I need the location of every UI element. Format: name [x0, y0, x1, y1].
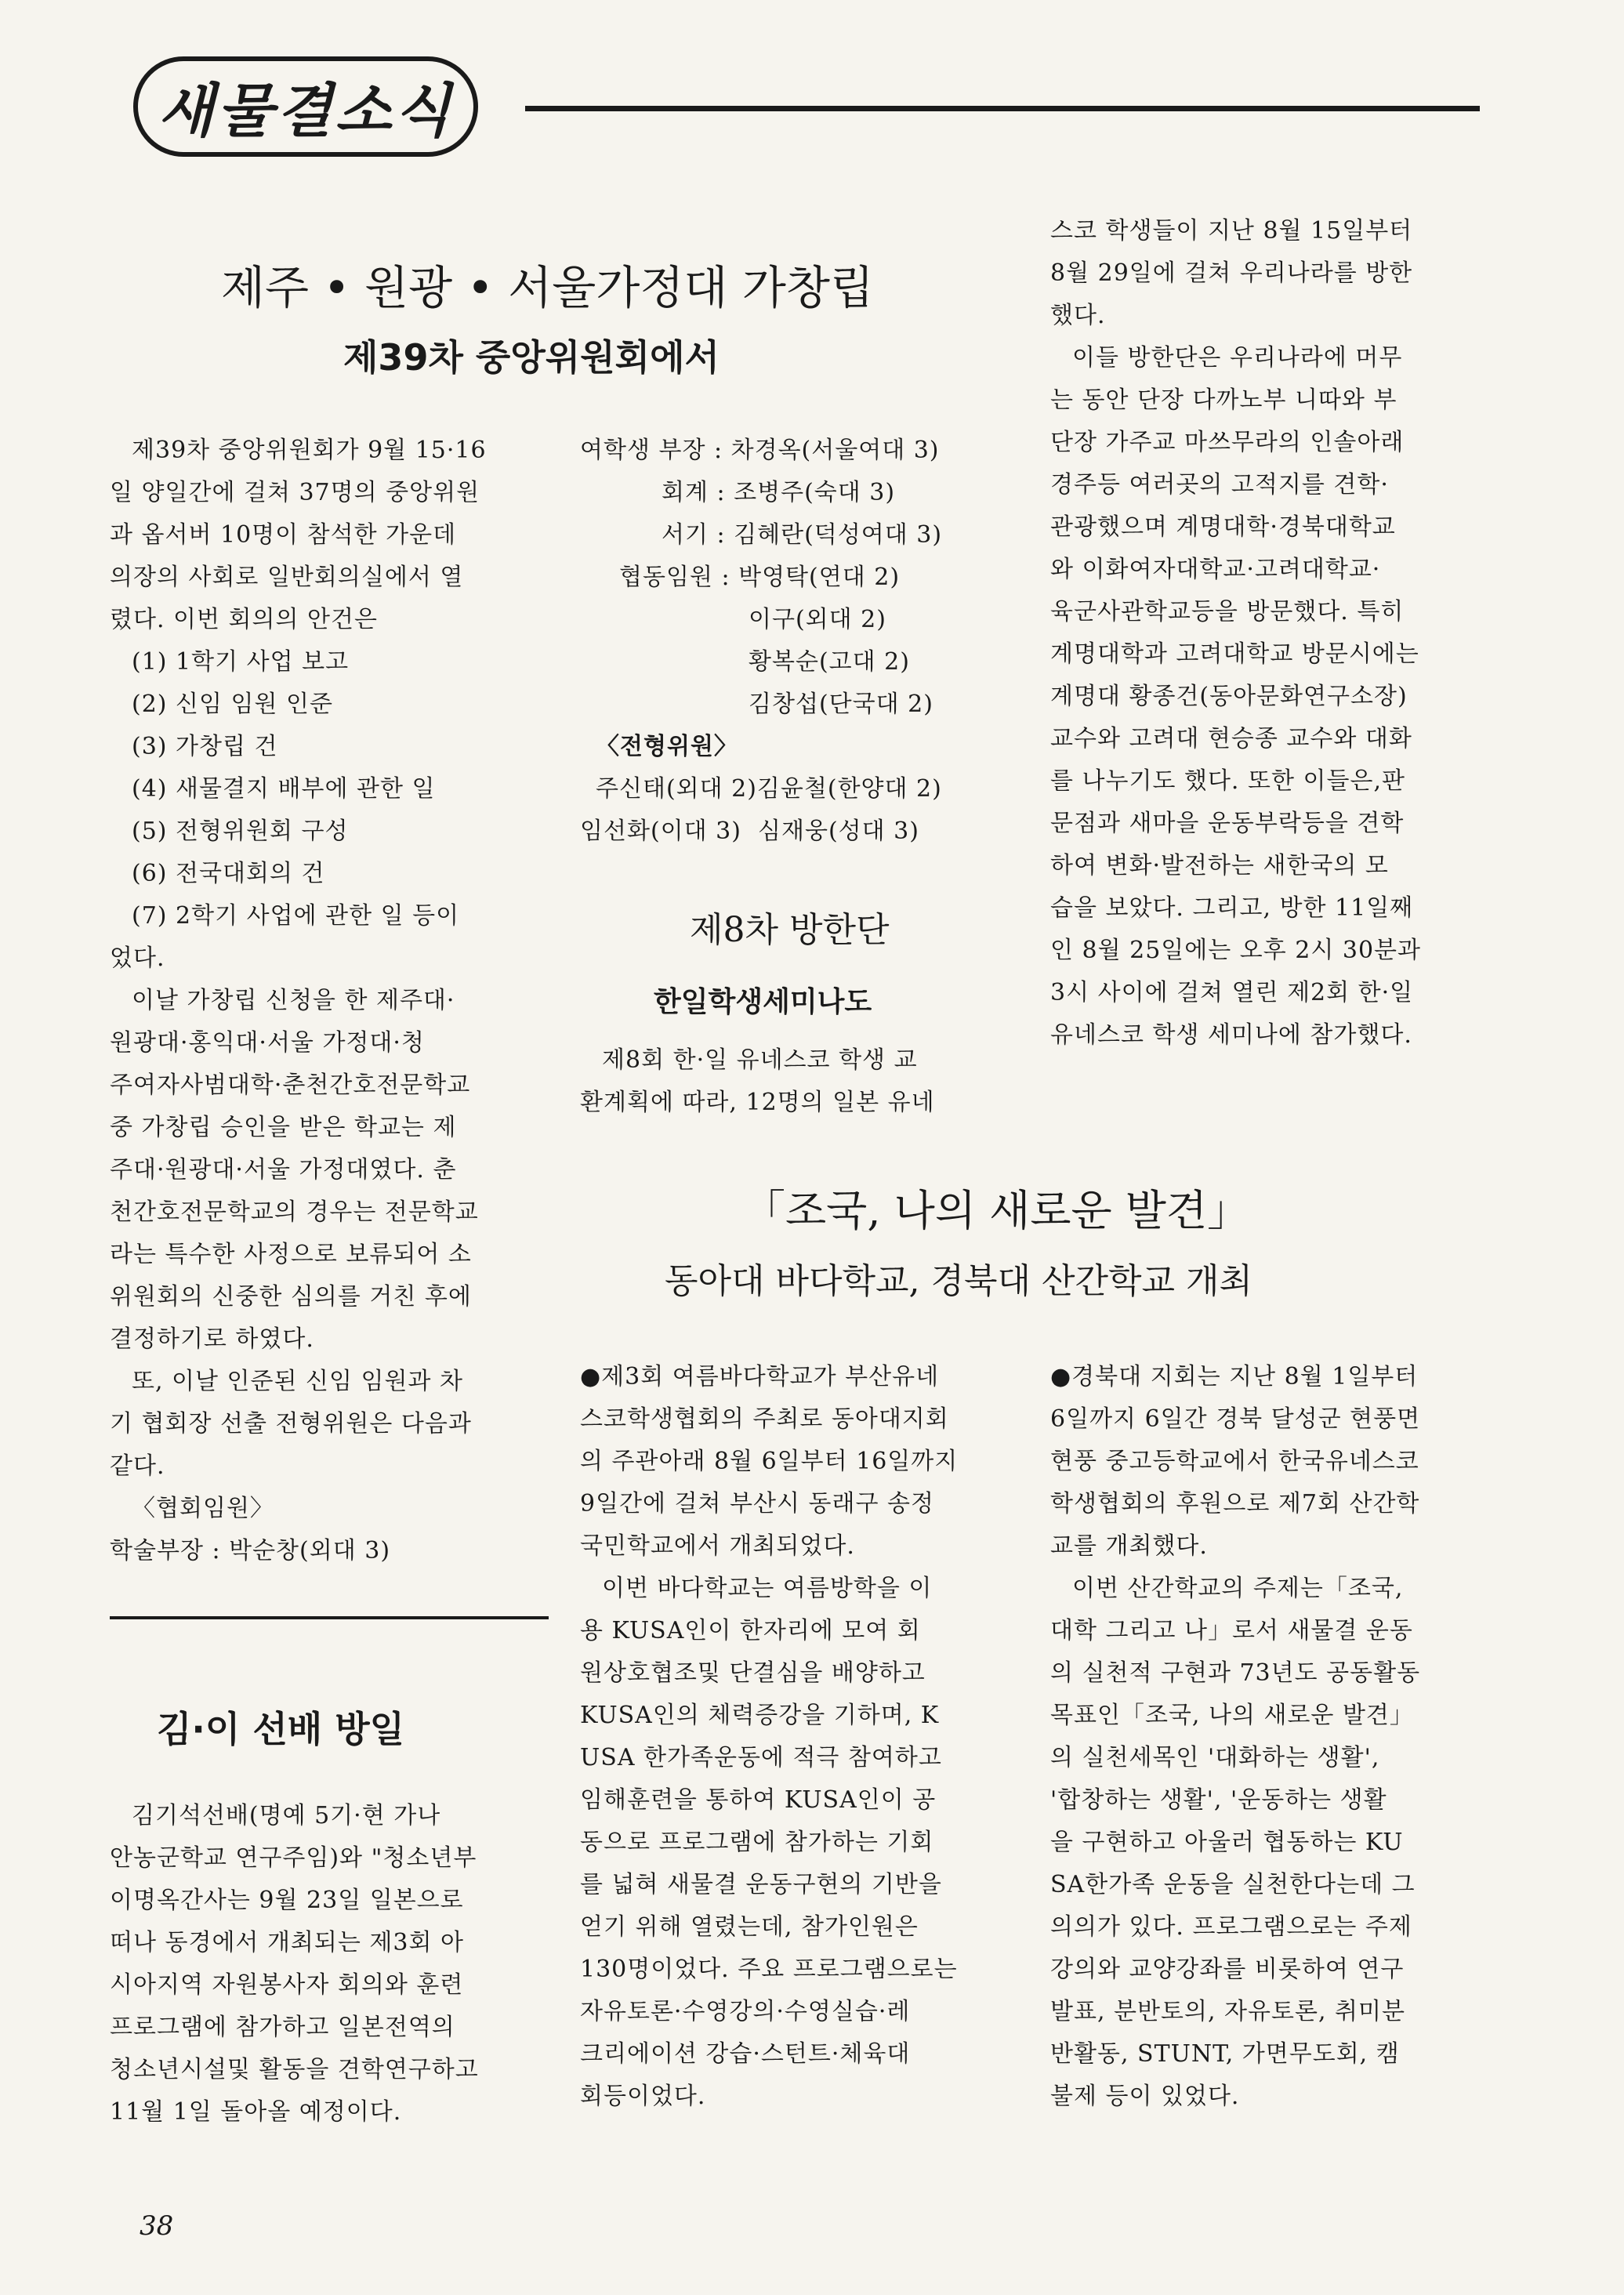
officer-line: 황복순(고대 2): [749, 648, 910, 676]
text-line: 불제 등이 있었다.: [1050, 2083, 1240, 2110]
officer-line: 회계 : 조병주(숙대 3): [662, 479, 896, 506]
officer-line: 여학생 부장 : 차경옥(서울여대 3): [580, 437, 940, 464]
text-line: 발표, 분반토의, 자유토론, 취미분: [1050, 1998, 1405, 2025]
masthead-logo: [133, 56, 478, 157]
text-line: 라는 특수한 사정으로 보류되어 소: [110, 1241, 472, 1268]
text-line: 주대·원광대·서울 가정대였다. 춘: [110, 1156, 457, 1184]
text-line: 청소년시설및 활동을 견학연구하고: [110, 2056, 479, 2083]
text-line: 과 옵서버 10명이 참석한 가운데: [110, 521, 457, 549]
agenda-item: (2) 신임 임원 인준: [132, 691, 333, 718]
text-line: 같다.: [110, 1452, 165, 1480]
text-line: 인 8월 25일에는 오후 2시 30분과: [1050, 937, 1422, 964]
text-line: 제39차 중앙위원회가 9월 15·16: [132, 437, 487, 464]
article2-subtitle: 한일학생세미나도: [654, 986, 872, 1018]
text-line: 위원회의 신중한 심의를 거친 후에: [110, 1283, 472, 1311]
article1-column2: [580, 430, 1019, 853]
text-line: 얻기 위해 열렸는데, 참가인원은: [580, 1913, 919, 1941]
text-line: 떠나 동경에서 개최되는 제3회 아: [110, 1929, 464, 1956]
agenda-item: (6) 전국대회의 건: [132, 860, 325, 887]
text-line: 기 협회장 선출 전형위원은 다음과: [110, 1410, 472, 1438]
text-line: 8월 29일에 걸쳐 우리나라를 방한: [1050, 259, 1413, 287]
text-line: 시아지역 자원봉사자 회의와 훈련: [110, 1971, 464, 1999]
text-line: 스코학생협회의 주최로 동아대지회: [580, 1405, 949, 1433]
text-line: '합창하는 생활', '운동하는 생활: [1050, 1786, 1387, 1814]
text-line: 단장 가주교 마쓰무라의 인솔아래: [1050, 429, 1405, 456]
section-label: 〈전형위원〉: [596, 733, 738, 760]
text-line: 3시 사이에 걸쳐 열린 제2회 한·일: [1050, 979, 1414, 1006]
text-line: 환계획에 따라, 12명의 일본 유네: [580, 1089, 935, 1116]
text-line: 반활동, STUNT, 가면무도회, 캠: [1050, 2040, 1400, 2068]
agenda-item: (3) 가창립 건: [132, 733, 278, 760]
article1-divider: [110, 1616, 549, 1619]
text-line: 임해훈련을 통하여 KUSA인이 공: [580, 1786, 937, 1814]
text-line: 하여 변화·발전하는 새한국의 모: [1050, 852, 1389, 879]
article4-column2: [580, 1356, 1019, 2118]
article4-subtitle: 동아대 바다학교, 경북대 산간학교 개최: [665, 1261, 1252, 1301]
article2-title: 제8차 방한단: [690, 910, 890, 950]
text-line: ●경북대 지회는 지난 8월 1일부터: [1050, 1363, 1419, 1390]
text-line: 동으로 프로그램에 참가하는 기회: [580, 1829, 934, 1856]
text-line: 학생협회의 후원으로 제7회 산간학: [1050, 1490, 1420, 1517]
text-line: 안농군학교 연구주임)와 "청소년부: [110, 1844, 477, 1872]
text-line: 국민학교에서 개최되었다.: [580, 1532, 855, 1560]
officer-line: 협동임원 : 박영탁(연대 2): [619, 564, 901, 591]
text-line: 이들 방한단은 우리나라에 머무: [1072, 344, 1403, 372]
text-line: 육군사관학교등을 방문했다. 특히: [1050, 598, 1405, 625]
text-line: 130명이었다. 주요 프로그램으로는: [580, 1956, 958, 1983]
text-line: 원광대·홍익대·서울 가정대·청: [110, 1029, 425, 1057]
text-line: 중 가창립 승인을 받은 학교는 제: [110, 1114, 457, 1141]
officer-line: 이구(외대 2): [749, 606, 886, 633]
page-number: 38: [140, 2210, 174, 2242]
text-line: KUSA인의 체력증강을 기하며, K: [580, 1702, 940, 1729]
text-line: 교를 개최했다.: [1050, 1532, 1208, 1560]
text-line: 관광했으며 계명대학·경북대학교: [1050, 513, 1396, 541]
article1-column1: [110, 430, 549, 1572]
logo-text: 새물결소식: [158, 78, 454, 145]
text-line: 자유토론·수영강의·수영실습·레: [580, 1998, 911, 2025]
text-line: 을 구현하고 아울러 협동하는 KU: [1050, 1829, 1404, 1856]
text-line: ●제3회 여름바다학교가 부산유네: [580, 1363, 940, 1390]
text-line: 김기석선배(명예 5기·현 가나: [132, 1802, 441, 1829]
text-line: USA 한가족운동에 적극 참여하고: [580, 1744, 942, 1771]
text-line: 강의와 교양강좌를 비롯하여 연구: [1050, 1956, 1405, 1983]
article2-column3: [1050, 210, 1489, 1057]
article4-title: 「조국, 나의 새로운 발견」: [743, 1186, 1250, 1235]
article1-subtitle: 제39차 중앙위원회에서: [343, 336, 720, 379]
article1-title: 제주 • 원광 • 서울가정대 가창립: [221, 261, 874, 314]
text-line: 현풍 중고등학교에서 한국유네스코: [1050, 1448, 1419, 1475]
agenda-item: (5) 전형위원회 구성: [132, 818, 349, 845]
committee-line: 임선화(이대 3) 심재웅(성대 3): [580, 818, 919, 845]
text-line: 6일까지 6일간 경북 달성군 현풍면: [1050, 1405, 1421, 1433]
text-line: 용 KUSA인이 한자리에 모여 회: [580, 1617, 921, 1644]
committee-line: 주신태(외대 2)김윤철(한양대 2): [596, 775, 942, 803]
text-line: 회등이었다.: [580, 2083, 706, 2110]
text-line: 천간호전문학교의 경우는 전문학교: [110, 1198, 479, 1226]
text-line: 일 양일간에 걸쳐 37명의 중앙위원: [110, 479, 480, 506]
text-line: 결정하기로 하였다.: [110, 1325, 314, 1353]
text-line: 를 나누기도 했다. 또한 이들은,판: [1050, 767, 1405, 795]
text-line: 제8회 한·일 유네스코 학생 교: [602, 1046, 918, 1074]
text-line: 주여자사범대학·춘천간호전문학교: [110, 1071, 471, 1099]
text-line: SA한가족 운동을 실천한다는데 그: [1050, 1871, 1416, 1898]
text-line: 11월 1일 돌아올 예정이다.: [110, 2098, 402, 2126]
article3-body: [110, 1795, 549, 2134]
masthead-rule: [525, 106, 1480, 111]
text-line: 대학 그리고 나」로서 새물결 운동: [1050, 1617, 1413, 1644]
agenda-item: (7) 2학기 사업에 관한 일 등이: [132, 902, 460, 930]
text-line: 경주등 여러곳의 고적지를 견학·: [1050, 471, 1389, 499]
text-line: 이번 산간학교의 주제는「조국,: [1072, 1575, 1404, 1602]
text-line: 계명대학과 고려대학교 방문시에는: [1050, 640, 1419, 668]
officer-line: 학술부장 : 박순창(외대 3): [110, 1537, 391, 1564]
text-line: 스코 학생들이 지난 8월 15일부터: [1050, 217, 1413, 245]
agenda-item: (1) 1학기 사업 보고: [132, 648, 350, 676]
officer-line: 김창섭(단국대 2): [749, 691, 933, 718]
section-label: 〈협회임원〉: [132, 1495, 274, 1522]
text-line: 렸다. 이번 회의의 안건은: [110, 606, 378, 633]
agenda-item: (4) 새물결지 배부에 관한 일: [132, 775, 436, 803]
text-line: 의장의 사회로 일반회의실에서 열: [110, 564, 464, 591]
text-line: 계명대 황종건(동아문화연구소장): [1050, 683, 1408, 710]
text-line: 의 주관아래 8월 6일부터 16일까지: [580, 1448, 959, 1475]
text-line: 의의가 있다. 프로그램으로는 주제: [1050, 1913, 1412, 1941]
text-line: 9일간에 걸쳐 부산시 동래구 송정: [580, 1490, 934, 1517]
text-line: 이날 가창립 신청을 한 제주대·: [132, 987, 455, 1014]
text-line: 의 실천적 구현과 73년도 공동활동: [1050, 1659, 1421, 1687]
text-line: 의 실천세목인 '대화하는 생활',: [1050, 1744, 1380, 1771]
article3-title: 김·이 선배 방일: [157, 1708, 405, 1750]
text-line: 목표인「조국, 나의 새로운 발견」: [1050, 1702, 1414, 1729]
text-line: 이번 바다학교는 여름방학을 이: [602, 1575, 933, 1602]
text-line: 크리에이션 강습·스턴트·체육대: [580, 2040, 911, 2068]
text-line: 와 이화여자대학교·고려대학교·: [1050, 556, 1381, 583]
text-line: 또, 이날 인준된 신임 임원과 차: [132, 1368, 463, 1395]
text-line: 교수와 고려대 현승종 교수와 대화: [1050, 725, 1412, 752]
article4-column3: [1050, 1356, 1489, 2118]
text-line: 이명옥간사는 9월 23일 일본으로: [110, 1887, 464, 1914]
text-line: 했다.: [1050, 302, 1106, 329]
text-line: 었다.: [110, 944, 165, 972]
text-line: 습을 보았다. 그리고, 방한 11일째: [1050, 894, 1414, 922]
officer-line: 서기 : 김혜란(덕성여대 3): [662, 521, 943, 549]
text-line: 프로그램에 참가하고 일본전역의: [110, 2014, 455, 2041]
text-line: 문점과 새마을 운동부락등을 견학: [1050, 810, 1405, 837]
article2-column2: [580, 1039, 1019, 1124]
text-line: 유네스코 학생 세미나에 참가했다.: [1050, 1021, 1412, 1049]
text-line: 원상호협조및 단결심을 배양하고: [580, 1659, 926, 1687]
text-line: 를 넓혀 새물결 운동구현의 기반을: [580, 1871, 942, 1898]
text-line: 는 동안 단장 다까노부 니따와 부: [1050, 386, 1397, 414]
